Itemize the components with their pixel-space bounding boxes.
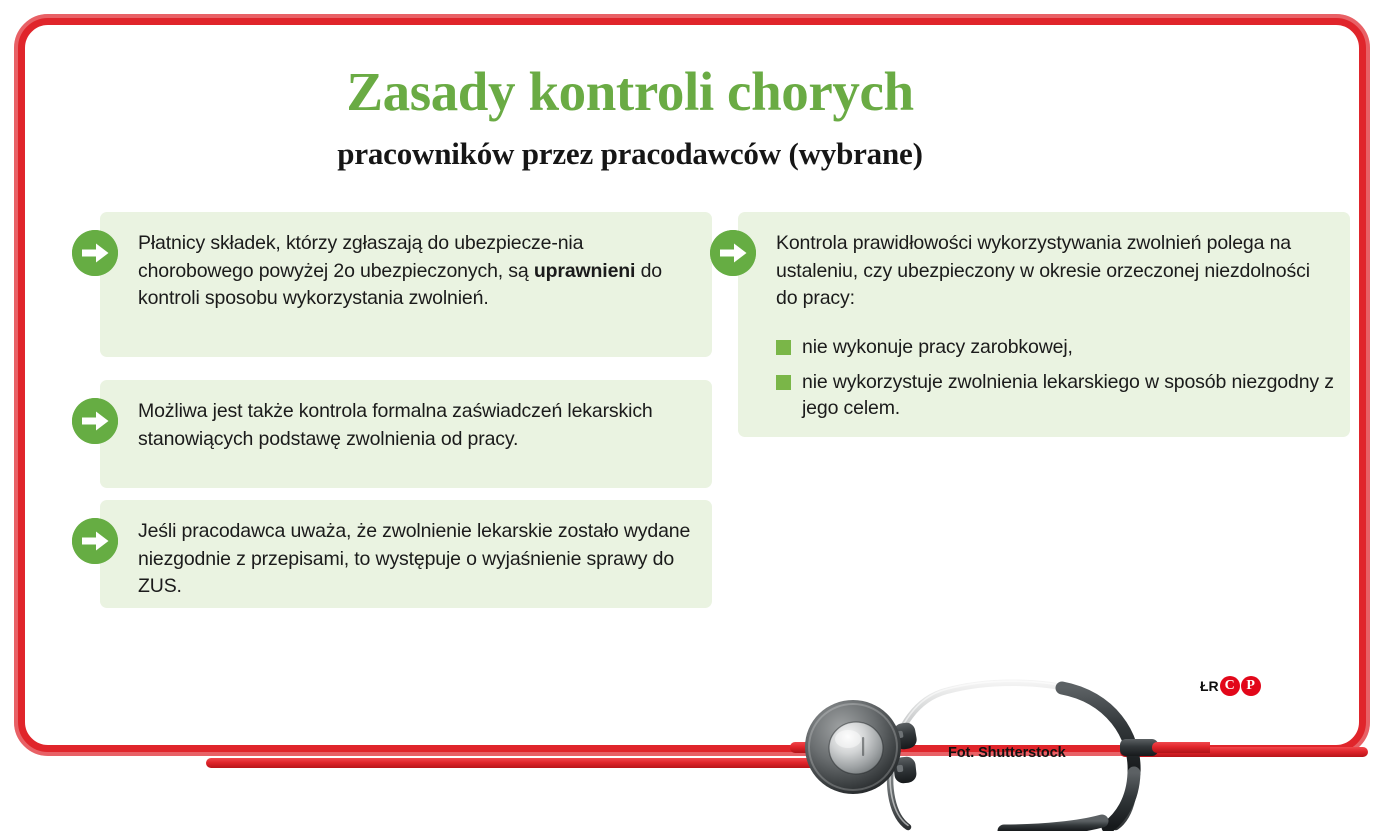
photo-credit: Fot. Shutterstock [948, 745, 1066, 761]
list-item-label: nie wykorzystuje zwolnienia lekarskiego w sposób niezgodny z jego celem. [802, 371, 1334, 419]
title-block [0, 62, 1260, 172]
panel-1-text-post: do kontroli sposobu wykorzystania zwolnień. [138, 259, 662, 309]
info-panel-4-text: Kontrola prawidłowości wykorzystywania zwolnień polega na ustaleniu, czy ubezpieczony w okresie orzeczonej niezdolności do pracy: [776, 232, 1310, 309]
panel-1-text-bold: uprawnieni [533, 259, 636, 282]
stethoscope-illustration [790, 655, 1210, 831]
info-panel-3-text: Jeśli pracodawca uważa, że zwolnienie lekarskie zostało wydane niezgodnie z przepisami, to występuje o wyjaśnienie sprawy do ZUS. [138, 520, 691, 597]
info-panel-2-text: Możliwa jest także kontrola formalna zaświadczeń lekarskich stanowiących podstawę zwolnienia od pracy. [138, 400, 653, 450]
conditions-list [776, 334, 1338, 430]
chest-piece [805, 700, 901, 794]
page-subtitle: pracowników przez pracodawców (wybrane) [337, 136, 923, 171]
copyright-logo-p-icon: P [1241, 676, 1261, 696]
page-title: Zasady kontroli chorych [346, 61, 914, 122]
copyright-logo-c-icon: C [1220, 676, 1240, 696]
info-panel-1 [100, 212, 712, 357]
info-panel-4 [738, 212, 1350, 437]
tube-stub-left [206, 758, 846, 768]
arrow-right-circle-icon [710, 230, 756, 276]
author-initials: ŁR [1200, 678, 1219, 694]
info-panel-1-text [138, 230, 698, 313]
list-item-label: nie wykonuje pracy zarobkowej, [802, 336, 1073, 358]
info-panel-3 [100, 500, 712, 608]
list-item [776, 369, 1338, 421]
green-square-bullet-icon [776, 375, 791, 390]
arrow-right-circle-icon [72, 230, 118, 276]
info-panel-2 [100, 380, 712, 488]
green-square-bullet-icon [776, 340, 791, 355]
arrow-right-circle-icon [72, 518, 118, 564]
panel-1-text-pre: Płatnicy składek, którzy zgłaszają do ubezpiecze-nia chorobowego powyżej 2o ubezpieczonych, są [138, 232, 584, 282]
list-item [776, 334, 1338, 360]
arrow-right-circle-icon [72, 398, 118, 444]
